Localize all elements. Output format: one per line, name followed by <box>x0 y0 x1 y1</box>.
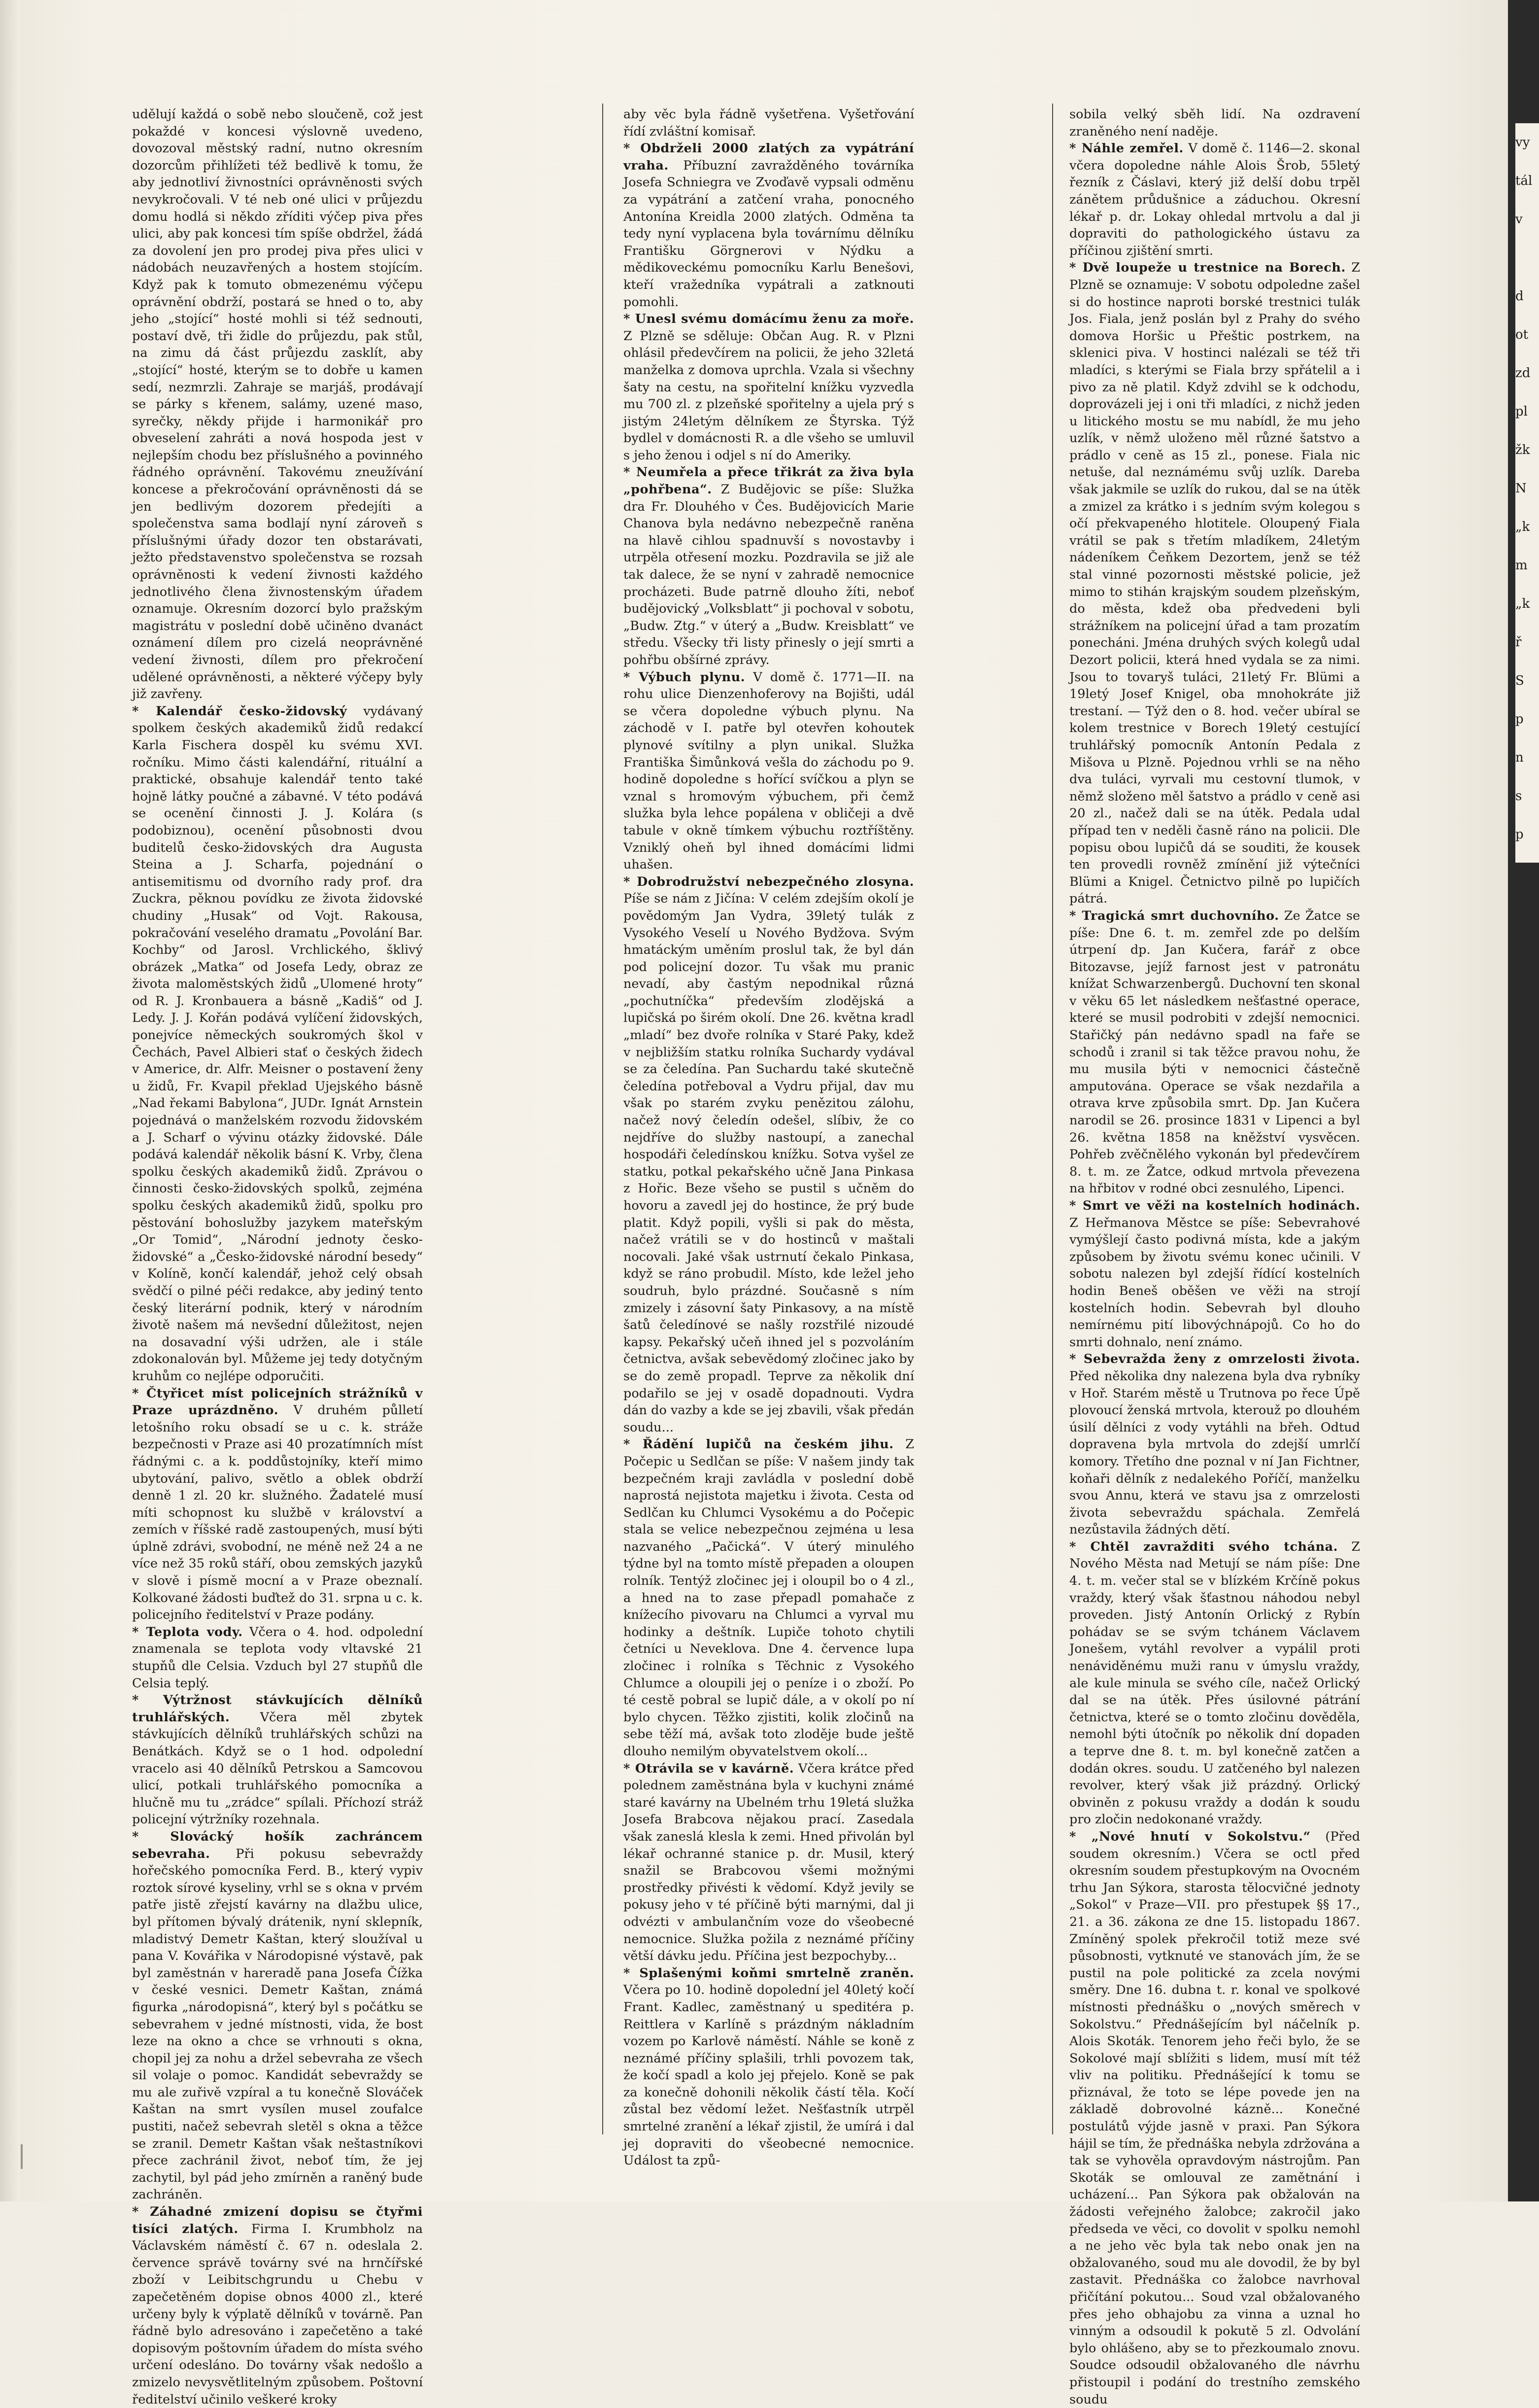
article-headline: * Výtržnost stávkujících dělníků truhlářských. <box>132 1693 423 1725</box>
article-paragraph <box>1069 1538 1360 1828</box>
fragment-line: s <box>1515 789 1522 803</box>
article-paragraph <box>132 1385 423 1624</box>
article-body-text: V druhém půlletí letošního roku obsadí se u c. k. stráže bezpečnosti v Praze asi 40 prozatímních míst řádnými c. a k. poddůstojníky, kteří mimo ubytování, palivo, světlo a oblek obdrží denně 1 zl. 20 kr. služného. Žadatelé musí míti schopnost ku službě v království a zemích v říšské radě zastoupených, musí býti úplně zdrávi, svobodní, ne méně než 24 a ne více než 35 roků stáří, obou zemských jazyků v slově i písmě mocní a v Praze obeznalí. Kolkované žádosti buďtež do 31. srpna u c. k. policejního ředitelství v Praze podány. <box>132 1403 423 1623</box>
fragment-line: žk <box>1515 443 1530 457</box>
fragment-line: „k <box>1515 596 1530 611</box>
column-rule <box>602 104 603 2134</box>
article-headline: * Otrávila se v kavárně. <box>623 1761 794 1776</box>
article-headline: * „Nové hnutí v Sokolstvu.“ <box>1069 1829 1311 1844</box>
article-paragraph <box>132 1828 423 2203</box>
article-headline: * Unesl svému domácímu ženu za moře. <box>623 312 914 327</box>
article-body-text: Včera krátce před polednem zaměstnána byla v kuchyni známé staré kavárny na Ubelném trhu 19letá služka Josefa Brabcova nějakou prací. Zasedala však zaneslá klesla k zemi. Hned přivolán byl lékař ochranné stanice p. dr. Musil, který snažil se Brabcovou všemi možnými prostředky přivésti k vědomí. Když jevily se pokusy jeho v té příčině býti marnými, dal ji odvézti v ambulančním voze do všeobecné nemocnice. Služka požila z neznámé příčiny větší dávku jedu. Příčina jest bezpochyby... <box>623 1761 914 1964</box>
fragment-line: tál <box>1515 174 1533 188</box>
article-headline: * Neumřela a přece třikrát za živa byla „pohřbena“. <box>623 465 914 497</box>
article-body-text: Firma I. Krumbholz na Václavském náměstí č. 67 n. odeslala 2. července správě továrny své na hrnčířské zboží v Leibitschgrundu u Chebu v zapečetěném dopise obnos 4000 zl., které určeny byly k výplatě dělníků v továrně. Pan řádně bylo adresováno i zapečetěno a také dopisovým poštovním úřadem do místa svého určení odesláno. Do továrny však nedošlo a zmizelo nevysvětlitelným způsobem. Poštovní ředitelství učinilo veškeré kroky <box>132 2221 423 2407</box>
article-paragraph <box>623 311 914 464</box>
article-body-text: Včera měl zbytek stávkujících dělníků truhlářských schůzi na Benátkách. Když se o 1 hod. odpolední vracelo asi 40 dělníků Petrskou a Samcovou ulicí, potkali truhlářského pomocníka a hlučně mu tu „zrádce“ spílali. Příchozí stráž policejní výtržníky rozehnala. <box>132 1710 423 1827</box>
page-margin-mark <box>21 2144 23 2169</box>
article-paragraph <box>1069 907 1360 1197</box>
article-body-text: Z Nového Města nad Metují se nám píše: Dne 4. t. m. večer stal se v blízkém Krčíně pokus vraždy, který však šťastnou náhodou nebyl proveden. Jistý Antonín Orlický z Rybín pohádav se se svým tchánem Václavem Jonešem, vytáhl revolver a vypálil proti nenáviděnému muži ranu v úmyslu vraždy, ale kule minula se svého cíle, načež Orlický dal se na útěk. Přes úsilovné pátrání četnictva, které se o tomto zločinu dověděla, nemohl býti útočník po několik dní dopaden a teprve dne 8. t. m. byl konečně zatčen a dodán okres. soudu. U zatčeného byl nalezen revolver, který však již prázdný. Orlický obviněn z pokusu vraždy a dodán k soudu pro zločin nedokonané vraždy. <box>1069 1539 1360 1827</box>
article-body-text: udělují každá o sobě nebo sloučeně, což jest pokaždé v koncesi výslovně uvedeno, dovozoval městský radní, nutno okresním dozorcům přihlížeti též bedlivě k tomu, že aby jednotliví živnostníci oprávněnosti svých nevykročovali. V té neb oné ulici v průjezdu domu hodlá si někdo zříditi výčep piva přes ulici, aby pak koncesi tím spíše obdržel, žádá za dovolení jen pro prodej piva přes ulici v nádobách neuzavřených a hostem stojícím. Když pak k tomuto obmezenému výčepu oprávnění obdrží, postará se hned o to, aby jeho „stojící“ hosté mohli si též sednouti, postaví dvě, tři židle do průjezdu, pak stůl, na zimu dá část průjezdu zasklít, aby „stojící“ hosté, kterým se to dobře u kamen sedí, nezmrzli. Zahraje se marjáš, prodávají se párky s křenem, salámy, uzené maso, syrečky, někdy přijde i harmonikář pro obveselení zahráti a nová hospoda jest v nejlepším chodu bez příslušného a povinného řádného oprávnění. Takovému zneužívání koncese a překročování oprávněnosti dá se jen bedlivým dozorem předejíti a společenstva sama bodlají nyní zároveň s příslušnými úřady dozor ten obstarávati, ježto představenstvo společenstva se rozsah oprávněnosti k vedení živnosti každého jednotlivého člena živnostenským úřadem oznamuje. Okresním dozorcí bylo pražským magistrátu v poslední době učiněno dvanáct oznámení dílem pro cizelá neoprávněné vedení živnosti, dílem pro překročení udělené oprávněnosti, a některé výčepy byly již zavřeny. <box>132 107 423 702</box>
article-body-text: sobila velký sběh lidí. Na ozdravení zraněného není naděje. <box>1069 107 1360 139</box>
article-body-text: Při pokusu sebevraždy hořečského pomocníka Ferd. B., který vypiv roztok sírové kyseliny, vrhl se s okna v prvém patře jistě zřejstí kavárny na dlažbu ulice, byl přítomen bývalý drátenik, nyní sklepník, mladistvý Demetr Kaštan, který sloužíval u pana V. Kovářika v Národopisné výstavě, pak byl zaměstnán v hareradě pana Josefa Čížka v české vesnici. Demetr Kaštan, známá figurka „národopisná“, který byl s počátku se sebevrahem v jedné místnosti, vida, že bost leze na okno a chce se vrhnouti s okna, chopil jej za nohu a držel sebevraha ze všech sil volaje o pomoc. Kandidát sebevraždy se mu ale zuřivě vzpíral a tu konečně Slováček Kaštan na smrt vysílen musel zoufalce pustiti, načež sebevrah sletěl s okna a těžce se zranil. Demetr Kaštan však neštastníkovi přece zachránil život, neboť tím, že jej zachytil, byl pád jeho zmírněn a raněný bude zachráněn. <box>132 1846 423 2202</box>
article-paragraph <box>1069 259 1360 907</box>
fragment-line: n <box>1515 750 1524 765</box>
article-paragraph <box>623 140 914 311</box>
article-body-text: (Před soudem okresním.) Včera se octl před okresním soudem přestupkovým na Ovocném trhu Jan Sýkora, starosta tělocvičné jednoty „Sokol“ v Praze—VII. pro přestupek §§ 17., 21. a 36. zákona ze dne 15. listopadu 1867. Zmíněný spolek překročil totiž meze své působnosti, vytknuté ve stanovách jím, že se pustil na pole politické za zcela novými směry. Dne 16. dubna t. r. konal ve spolkové místnosti přednášku o „nových směrech v Sokolstvu.“ Přednášejícím byl náčelník p. Alois Skoták. Tenorem jeho řeči bylo, že se Sokolové mají sblížiti s lidem, musí mít též vliv na politiku. Přednášející k tomu se přiznával, že toto se lépe povede jen na základě dobrovolné kázně... Konečné postulátů výjde jasně v praxi. Pan Sýkora hájil se tím, že přednáška nebyla zdržována a tak se vyhověla opravdovým nástrojům. Pan Skoták se omlouval ze zamětnání i ucházení... Pan Sýkora pak obžalován na žádosti veřejného žalobce; zakročil jako předseda ve věci, co dovolit v spolku nemohl a ne jeho věc byla tak nebo onak jen na obžalovaného, soud mu ale dovodil, že by byl zastavit. Přednáška co žalobce navrhoval přičítání pokutou... Soud vzal obžalovaného přes jeho obhajobu za vinna a uznal ho vinným a odsoudil k pokutě 5 zl. Odvolání bylo ohlášeno, aby se to přezkoumalo znovu. Soudce odsoudil obžalovaného dle návrhu přistoupil i podání do trestního zemského soudu <box>1069 1829 1360 2407</box>
article-headline: * Dobrodružství nebezpečného zlosyna. <box>623 874 914 889</box>
article-body-text: Před několika dny nalezena byla dva rybníky v Hoř. Starém městě u Trutnova po řece Úpě plovoucí ženská mrtvola, kterouž po dlouhém úsilí dělníci z vody vytáhli na břeh. Odtud dopravena byla mrtvola do zdejší umrlčí komory. Třetího dne poznal v ní Jan Fichtner, koňaři dělník z nedalekého Poříčí, manželku svou Annu, která ve stavu jsa z omrzelosti života sebevraždu spáchala. Zemřelá nezůstavila žádných dětí. <box>1069 1368 1360 1537</box>
article-paragraph <box>623 873 914 1436</box>
fragment-line: pl <box>1515 404 1528 419</box>
article-body-text: aby věc byla řádně vyšetřena. Vyšetřování řídí zvláštní komisař. <box>623 107 914 139</box>
article-body-text: Příbuzní zavražděného továrníka Josefa Schniegra ve Zvoďavě vypsali odměnu za vypátrání a zatčení vraha, ponocného Antonína Kreidla 2000 zlatých. Odměna ta tedy nyní vyplacena byla továrnímu dělníku Františku Görgnerovi v Nýdku a mědikoveckému pomocníku Karlu Benešovi, kteří vražedníka vypátrali a zatknouti pomohli. <box>623 158 914 310</box>
article-body-text: Ze Žatce se píše: Dne 6. t. m. zemřel zde po delším útrpení dp. Jan Kučera, farář z obce Bitozavse, jejíž farnost jest v patronátu knížat Schwarzenbergů. Duchovní ten skonal v věku 65 let následkem nešťastné operace, které se musil podrobiti v zdejší nemocnici. Stařičký pán nedávno spadl na faře se schodů i zranil si tak těžce pravou nohu, že mu musila býti v nemocnici částečně amputována. Operace se však nezdařila a otrava krve způsobila smrt. Dp. Jan Kučera narodil se 26. prosince 1831 v Lipenci a byl 26. května 1858 na kněžství vysvěcen. Pohřeb zvěčnělého vykonán byl předevčírem 8. t. m. ze Žatce, odkud mrtvola převezena na hřbitov v rodné obci zesnulého, Lipenci. <box>1069 908 1360 1196</box>
fragment-line: p <box>1515 712 1524 727</box>
fragment-line: vy <box>1515 135 1530 150</box>
article-headline: * Výbuch plynu. <box>623 669 746 685</box>
article-body-text: Píše se nám z Jičína: V celém zdejším okolí je povědomým Jan Vydra, 39letý tulák z Vysokého Veselí u Nového Bydžova. Svým hmatáckým uměním proslul tak, že byl dán pod policejní dozor. Tu však mu pranic nevadí, aby častým nepodnikal různá „pochutníčka“ především zlodějská a lupičská po širém okolí. Dne 26. května kradl „mladí“ bez dvoře rolníka v Staré Paky, kdež v nejbližším statku rolníka Suchardy vydával se za čeledína. Pan Suchardu také skutečně čeledína potřeboval a Vydru přijal, dav mu však po starém zvyku penězitou zálohu, načež nový čeledín odešel, slíbiv, že co nejdříve do služby nastoupí, a zanechal hospodáři čeledínskou knížku. Sotva vyšel ze statku, potkal pekařského učně Jana Pinkasa z Hořic. Beze všeho se pustil s učněm do hovoru a zavedl jej do hostince, že prý bude platit. Když popili, vyšli si pak do města, načež vrátili se v do hostinců v maštali nocovali. Jaké však ustrnutí čekalo Pinkasa, když se ráno probudil. Místo, kde ležel jeho soudruh, bylo prázdné. Současně s ním zmizely i zásovní šaty Pinkasovy, a na místě šatů čeledínové se našly rozstřilé nizoudé kapsy. Pekařský učeň ihned jel s pozvoláním četnictva, avšak sebevědomý zločinec jako by se do země propadl. Teprve za několik dní podařilo se jej v osadě dopadnouti. Vydra dán do vazby a kde se jej zbavili, však předán soudu... <box>623 891 914 1435</box>
column-rule <box>1052 104 1053 2134</box>
article-headline: * Záhadné zmizení dopisu se čtyřmi tisíci zlatých. <box>132 2204 423 2236</box>
article-paragraph <box>623 1965 914 2169</box>
article-headline: * Řádění lupičů na českém jihu. <box>623 1437 894 1452</box>
fragment-line: zd <box>1515 366 1531 381</box>
adjacent-page-fragment <box>1515 123 1539 863</box>
page-left-edge-shadow <box>0 0 20 2201</box>
article-paragraph <box>623 1760 914 1965</box>
article-headline: * Tragická smrt duchovního. <box>1069 908 1279 923</box>
article-body-text: Včera po 10. hodině dopolední jel 40letý kočí Frant. Kadlec, zaměstnaný u speditéra p. Reittlera v Karlíně s prázdným nákladním vozem po Karlově náměstí. Náhle se koně z neznámé příčiny splašili, trhli povozem tak, že kočí spadl a kolo jej přejelo. Koně se pak za konečně dohonili několik částí těla. Kočí zůstal bez vědomí ležet. Nešťastník utrpěl smrtelné zranění a lékař zjistil, že umírá i dal jej dopraviti do všeobecné nemocnice. Událost ta způ- <box>623 1983 914 2168</box>
article-headline: * Slovácký hošík zachráncem sebevraha. <box>132 1829 423 1861</box>
article-headline: * Splašenými koňmi smrtelně zraněn. <box>623 1965 914 1981</box>
article-paragraph <box>132 1692 423 1828</box>
article-body-text: Z Heřmanova Městce se píše: Sebevrahové vymýšlejí často podivná místa, kde a jakým způsobem by životu svému konec učinili. V sobotu nalezen byl zdejší řídící kostelních hodin Beneš oběšen ve věži na strojí kostelních hodin. Sebevrah byl dlouho nemírnému pití libovýchnápojů. Co ho do smrti dohnalo, není známo. <box>1069 1215 1360 1350</box>
article-paragraph <box>623 1436 914 1760</box>
article-body-text: Z Plzně se oznamuje: V sobotu odpoledne zašel si do hostince naproti borské trestnici tulák Jos. Fiala, jenž poslán byl z Prahy do svého domova Horšic u Přeštic postrkem, na sklenici piva. V hostinci nalézali se též tři mladíci, s kterými se Fiala brzy spřátelil a i pivo za ně platil. Když zdvihl se k odchodu, doprovázeli jej i oni tři mladíci, z nichž jeden u litického mostu se mu nabídl, že mu jeho uzlík, v němž uloženo měl různé šatstvo a prádlo v ceně as 15 zl., ponese. Fiala nic netuše, dal neznámému svůj uzlík. Dareba však jakmile se uzlík do rukou, dal se na útěk a zmizel za krátko i s jedním svým kolegou s očí překvapeného hlotitele. Oloupený Fiala vrátil se pak s třetím mladíkem, 24letým nádeníkem Čeňkem Dezortem, jenž se též stal vinné pozornosti městské policie, jež mimo to stihán krajským soudem plzeňským, do města, kdež oba předvedeni byli strážníkem na policejní úřad a tam prozatím ponecháni. Jména druhých svých kolegů udal Dezort policii, která hned vydala se za nimi. Jsou to tovaryš tuláci, 21letý Fr. Blümi a 19letý Josef Knigel, oba mnohokráte již trestaní. — Týž den o 8. hod. večer ubíral se kolem trestnice v Borech 19letý cestující truhlářský pomocník Antonín Pedala z Mišova u Plzně. Pojednou vrhli se na něho dva tuláci, vyrvali mu cestovní tlumok, v němž složeno měl šatstvo a prádlo v ceně asi 20 zl., načež dali se na útěk. Pedala udal případ ten v neděli časně ráno na policii. Dle popisu obou lupičů dá se souditi, že kousek ten provedli rovněž zmínění již výtečníci Blümi a Knigel. Četnictvo pilně po lupičích pátrá. <box>1069 260 1360 907</box>
fragment-line: N <box>1515 481 1527 496</box>
article-paragraph <box>132 703 423 1385</box>
fragment-line: ř <box>1515 635 1522 650</box>
fragment-line: d <box>1515 289 1524 304</box>
article-body-text: Včera o 4. hod. odpolední znamenala se teplota vody vltavské 21 stupňů dle Celsia. Vzduch byl 27 stupňů dle Celsia teplý. <box>132 1624 423 1691</box>
fragment-line: m <box>1515 558 1528 573</box>
article-headline: * Chtěl zavražditi svého tchána. <box>1069 1539 1338 1554</box>
fragment-line: ot <box>1515 327 1529 342</box>
article-headline: * Teplota vody. <box>132 1624 243 1640</box>
article-headline: * Kalendář česko-židovský <box>132 703 347 719</box>
article-body-text: Z Budějovic se píše: Služka dra Fr. Dlouhého v Čes. Budějovicích Marie Chanova byla nedávno nebezpečně raněna na hlavě cihlou spadnuvší s novostavby i utrpěla otřesení mozku. Pozdravila se již ale tak dalece, že se nyní v zahradě nemocnice procházeti. Bude patrně dlouho žíti, neboť budějovický „Volksblatt“ ji pochoval v sobotu, „Budw. Ztg.“ v úterý a „Budw. Kreisblatt“ ve středu. Všecky tři listy přinesly o její smrti a pohřbu obšírné zprávy. <box>623 482 914 667</box>
fragment-line: „k <box>1515 520 1530 534</box>
article-body-text: vydávaný spolkem českých akademiků židů redakcí Karla Fischera dospěl ku svému XVI. ročníku. Mimo části kalendářní, rituální a praktické, obsahuje kalendář tento také hojně látky poučné a zábavné. V této podává se ocenění činnosti J. J. Kolára (s podobiznou), ocenění působnosti dvou buditelů česko-židovských dra Augusta Steina a J. Scharfa, pojednání o antisemitismu od dvorního rady prof. dra Zuckra, pěknou povídku ze života židovské chudiny „Husak“ od Vojt. Rakousa, pokračování veselého dramatu „Povolání Bar. Kochby“ od Jarosl. Vrchlického, šklivý obrázek „Matka“ od Josefa Ledy, obraz ze života maloměstských židů „Ulomené hroty“ od R. J. Kronbauera a básně „Kadiš“ od J. Ledy. J. J. Kořán podává vylíčení židovských, ponejvíce německých soukromých škol v Čechách, Pavel Albieri stať o českých židech v Americe, dr. Alfr. Meisner o postavení ženy u židů, Fr. Kvapil překlad Ujejského básně „Nad řekami Babylona“, JUDr. Ignát Arnstein pojednává o manželském rozvodu židovském a J. Scharf o vývinu otázky židovské. Dále podává kalendář několik básní K. Vrby, člena spolku českých akademiků židů. Zprávou o činnosti česko-židovských spolků, zejména spolku českých akademiků židů, spolku pro pěstování bohoslužby jazykem mateřským „Or Tomid“, „Národní jednoty česko-židovské“ a „Česko-židovské národní besedy“ v Kolíně, končí kalendář, jehož celý obsah svědčí o pilné péči redakce, aby jediný tento český literární podnik, který v národním životě našem má nevšední důležitost, nejen na dosavadní výši udržen, ale i stále zdokonalován byl. Můžeme jej tedy dotyčným kruhům co nejlépe odporučiti. <box>132 703 423 1384</box>
fragment-line: v <box>1515 212 1523 227</box>
article-headline: * Obdrželi 2000 zlatých za vypátrání vraha. <box>623 141 914 173</box>
article-body-text: V domě č. 1771—II. na rohu ulice Dienzenhoferovy na Bojišti, udál se včera dopoledne výbuch plynu. Na záchodě v I. patře byl otevřen kohoutek plynové svítilny a plyn unikal. Služka Františka Šimůnková vešla do záchodu po 9. hodině dopoledne s hořící svíčkou a plyn se vznal s hromovým výbuchem, při čemž služka byla lehce popálena v obličeji a dvě tabule v okně tímkem výbuchu roztříštěny. Vzniklý oheň byl ihned domácími lidmi uhašen. <box>623 669 914 872</box>
article-paragraph <box>623 106 914 140</box>
text-column-1 <box>132 106 423 2407</box>
article-headline: * Dvě loupeže u trestnice na Borech. <box>1069 260 1346 276</box>
article-paragraph <box>623 669 914 873</box>
article-body-text: Z Plzně se sděluje: Občan Aug. R. v Plzni ohlásil předevčírem na policii, že jeho 32letá manželka z domova uprchla. Vzala si všechny šaty na cestu, na spořitelní knížku vyzvedla mu 700 zl. z plzeňské spořitelny a ujela prý s jistým 24letým dělníkem ze Štyrska. Týž bydlel v domácnosti R. a dle všeho se umluvil s jeho ženou i odjel s ní do Ameriky. <box>623 328 914 463</box>
article-paragraph <box>132 1624 423 1692</box>
article-body-text: V domě č. 1146—2. skonal včera dopoledne náhle Alois Šrob, 55letý řezník z Čáslavi, který již delší dobu trpěl zánětem průdušnice a záduchou. Okresní lékař p. dr. Lokay ohledal mrtvolu a dal ji dopraviti do pathologického ústavu za příčinou zjištění smrti. <box>1069 141 1360 258</box>
article-headline: * Sebevražda ženy z omrzelosti života. <box>1069 1352 1360 1367</box>
article-paragraph <box>132 2203 423 2408</box>
article-paragraph <box>1069 1197 1360 1351</box>
fragment-line: p <box>1515 827 1524 842</box>
article-body-text: Z Počepic u Sedlčan se píše: V našem jindy tak bezpečném kraji zavládla v poslední době naprostá nejistota majetku i života. Cesta od Sedlčan ku Chlumci Vysokému a do Počepic stala se velice nebezpečnou zejména u lesa nazvaného „Pačická“. V úterý minulého týdne byl na tomto místě přepaden a oloupen rolník. Tentýž zločinec jej i oloupil bo o 4 zl., a hned na to zase přepadl pomahače z knížecího pivovaru na Chlumci a vyrval mu hodinky a deštník. Lupiče tohoto chytili četníci u Neveklova. Dne 4. července lupa zločinec i rolníka s Těchnic z Vysokého Chlumce a oloupili jej o peníze i o zboží. Po té cestě pobral se lupič dále, a v okolí po ní bylo chycen. Těžko zjistiti, kolik zločinů na sebe těží má, avšak toto zloděje bude ještě dlouho nemilým obyvatelstvem okolí... <box>623 1437 914 1759</box>
article-paragraph <box>1069 140 1360 259</box>
article-headline: * Smrt ve věži na kostelních hodinách. <box>1069 1198 1360 1213</box>
fragment-line: S <box>1515 673 1524 688</box>
fragment-line <box>1515 239 1539 277</box>
text-column-3 <box>1069 106 1360 2407</box>
article-paragraph <box>623 464 914 668</box>
article-paragraph <box>132 106 423 703</box>
article-headline: * Náhle zemřel. <box>1069 141 1184 156</box>
article-headline: * Čtyřicet míst policejních strážníků v Praze uprázdněno. <box>132 1386 423 1418</box>
article-paragraph <box>1069 1351 1360 1538</box>
article-paragraph <box>1069 1828 1360 2408</box>
article-paragraph <box>1069 106 1360 140</box>
text-column-2 <box>623 106 914 2168</box>
